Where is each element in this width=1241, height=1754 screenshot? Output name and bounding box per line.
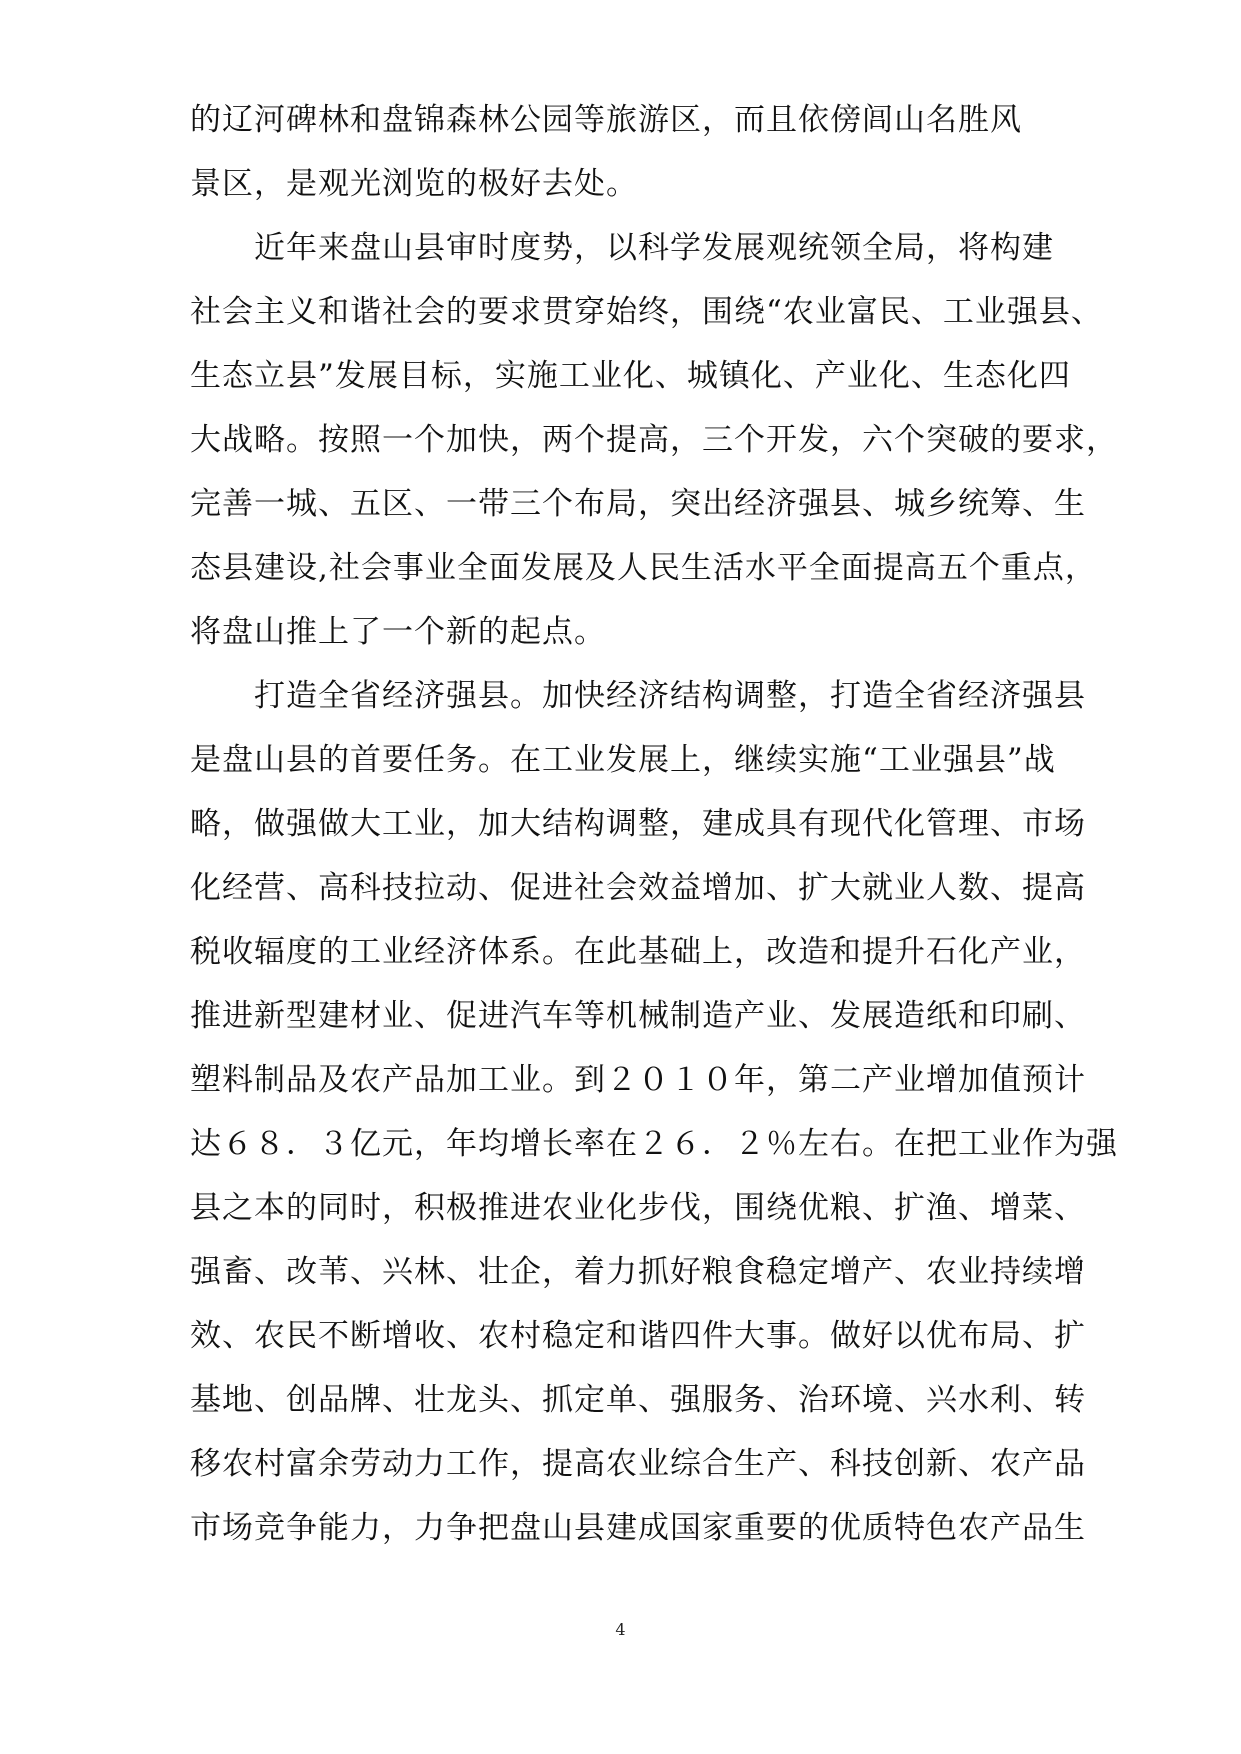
text-line: 市场竞争能力，力争把盘山县建成国家重要的优质特色农产品生 [190, 1510, 1086, 1546]
text-line: 化经营、高科技拉动、促进社会效益增加、扩大就业人数、提高 [190, 870, 1086, 906]
text-line: 完善一城、五区、一带三个布局，突出经济强县、城乡统筹、生 [190, 486, 1086, 522]
text-line: 推进新型建材业、促进汽车等机械制造产业、发展造纸和印刷、 [190, 998, 1086, 1034]
document-body [190, 88, 1118, 1560]
text-line: 强畜、改苇、兴林、壮企，着力抓好粮食稳定增产、农业持续增 [190, 1254, 1086, 1290]
page-number: 4 [615, 1620, 626, 1639]
paragraph-first-line: 打造全省经济强县。加快经济结构调整，打造全省经济强县 [254, 678, 1086, 714]
text-line: 景区，是观光浏览的极好去处。 [190, 166, 638, 202]
text-line: 税收辐度的工业经济体系。在此基础上，改造和提升石化产业， [190, 934, 1086, 970]
text-line: 塑料制品及农产品加工业。到２０１０年，第二产业增加值预计 [190, 1062, 1086, 1098]
text-line: 县之本的同时，积极推进农业化步伐，围绕优粮、扩渔、增菜、 [190, 1190, 1086, 1226]
text-line: 社会主义和谐社会的要求贯穿始终，围绕“农业富民、工业强县、 [190, 294, 1103, 330]
paragraph-first-line: 近年来盘山县审时度势，以科学发展观统领全局，将构建 [254, 230, 1054, 266]
text-line: 移农村富余劳动力工作，提高农业综合生产、科技创新、农产品 [190, 1446, 1086, 1482]
text-line: 态县建设,社会事业全面发展及人民生活水平全面提高五个重点， [190, 550, 1097, 586]
text-line: 是盘山县的首要任务。在工业发展上，继续实施“工业强县”战 [190, 742, 1056, 778]
text-line: 大战略。按照一个加快，两个提高，三个开发，六个突破的要求， [190, 422, 1118, 458]
text-line: 效、农民不断增收、农村稳定和谐四件大事。做好以优布局、扩 [190, 1318, 1086, 1354]
text-line: 略，做强做大工业，加大结构调整，建成具有现代化管理、市场 [190, 806, 1086, 842]
text-line: 的辽河碑林和盘锦森林公园等旅游区，而且依傍闾山名胜风 [190, 102, 1022, 138]
text-line: 基地、创品牌、壮龙头、抓定单、强服务、治环境、兴水利、转 [190, 1382, 1086, 1418]
text-line: 将盘山推上了一个新的起点。 [190, 614, 606, 650]
text-line: 生态立县”发展目标，实施工业化、城镇化、产业化、生态化四 [190, 358, 1071, 394]
text-line: 达６８．３亿元，年均增长率在２６．２％左右。在把工业作为强 [190, 1126, 1118, 1162]
